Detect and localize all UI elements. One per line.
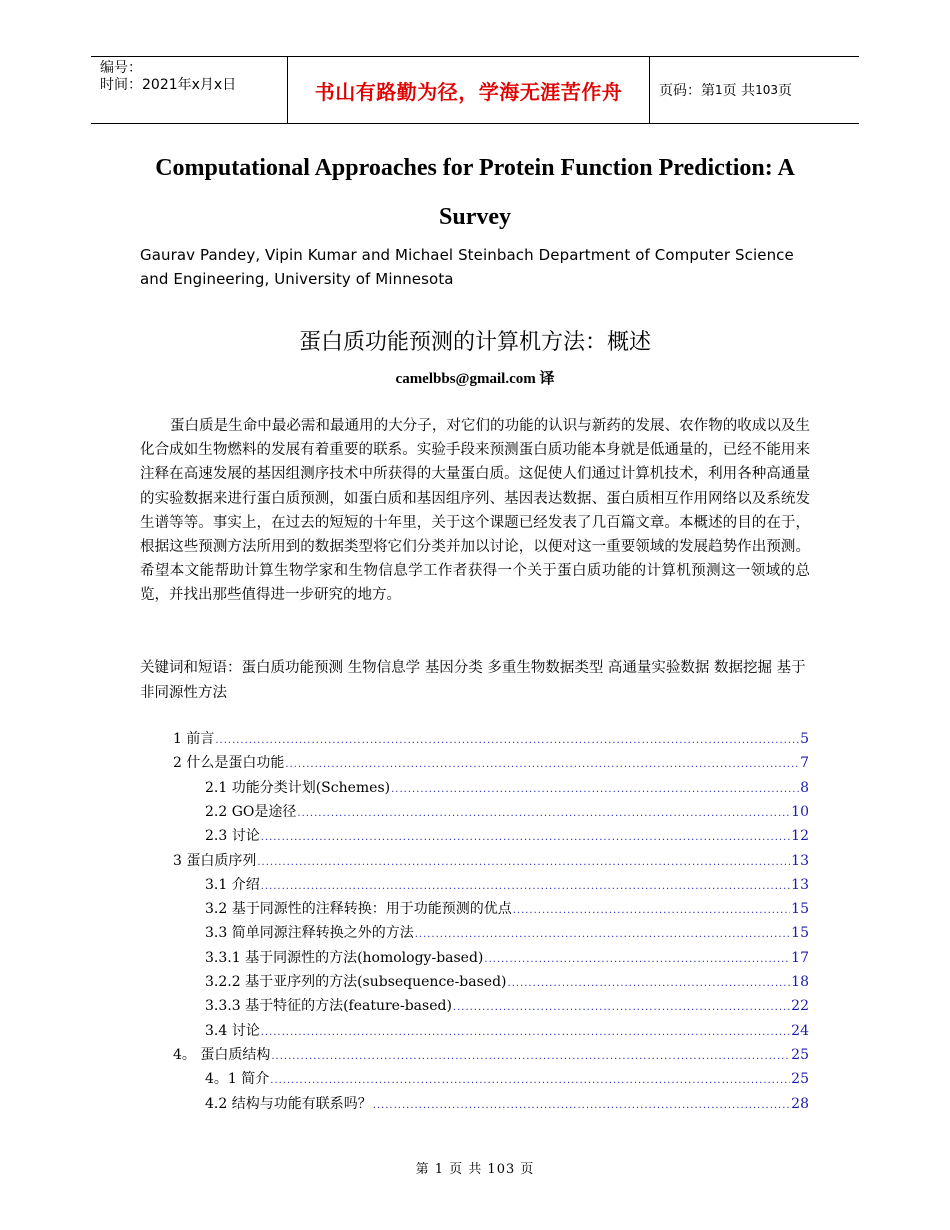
toc-leader: [257, 857, 790, 868]
toc-entry[interactable]: [205, 947, 809, 969]
toc-page: 10: [791, 803, 809, 820]
toc-label: 2 什么是蛋白功能: [173, 755, 285, 772]
toc-entry[interactable]: [205, 922, 809, 944]
toc-page: 15: [791, 901, 809, 918]
toc-label: 3.2 基于同源性的注释转换：用于功能预测的优点: [205, 901, 512, 918]
toc-label: 2.3 讨论: [205, 828, 260, 845]
number-label: 编号：: [100, 60, 142, 76]
document-header: [91, 56, 859, 124]
toc-leader: [215, 735, 799, 746]
header-meta: [91, 57, 287, 123]
toc-entry[interactable]: [205, 995, 809, 1017]
toc-label: 4。 蛋白质结构: [173, 1046, 271, 1063]
header-motto: 书山有路勤为径，学海无涯苦作舟: [287, 57, 650, 123]
toc-leader: [391, 784, 799, 795]
toc-leader: [373, 1100, 790, 1111]
page-prefix: 页码：第: [659, 83, 715, 99]
toc-page: 7: [800, 755, 809, 772]
page-footer: 第 1 页 共 103 页: [415, 1162, 535, 1177]
toc-page: 24: [791, 1022, 809, 1039]
toc-leader: [271, 1051, 790, 1062]
page-suffix: 页: [778, 83, 792, 99]
toc-entry[interactable]: [173, 752, 809, 774]
toc-leader: [453, 1002, 790, 1013]
toc-page: 22: [791, 998, 809, 1015]
toc-page: 13: [791, 876, 809, 893]
toc-entry[interactable]: [205, 1020, 809, 1042]
toc-label: 3.4 讨论: [205, 1022, 260, 1039]
toc-leader: [415, 929, 790, 940]
toc-label: 4。1 简介: [205, 1071, 270, 1088]
toc-label: 3.3.3 基于特征的方法(feature-based): [205, 998, 452, 1015]
toc-entry[interactable]: [173, 1044, 809, 1066]
toc-entry[interactable]: [205, 801, 809, 823]
toc-label: 3.1 介绍: [205, 876, 260, 893]
page-total: 103: [755, 83, 778, 97]
toc-page: 18: [791, 974, 809, 990]
toc-entry[interactable]: [205, 971, 809, 993]
authors: Gaurav Pandey, Vipin Kumar and Michael Steinbach Department of Computer Science and Engineering, University of Minnesota: [140, 246, 794, 288]
page-mid: 页 共: [722, 83, 756, 99]
toc-label: 2.2 GO是途径: [205, 803, 297, 820]
toc-leader: [513, 905, 790, 916]
toc-label: 2.1 功能分类计划(Schemes): [205, 779, 391, 796]
toc-label: 3.2.2 基于亚序列的方法(subsequence-based): [205, 974, 507, 990]
toc-page: 15: [791, 925, 809, 942]
toc-page: 13: [791, 852, 809, 869]
toc-leader: [484, 954, 790, 965]
toc-leader: [508, 978, 791, 989]
toc-page: 8: [800, 779, 809, 796]
page-number: 1: [715, 83, 723, 97]
toc-page: 17: [791, 949, 809, 966]
toc-leader: [261, 832, 790, 843]
abstract: 蛋白质是生命中最必需和最通用的大分子，对它们的功能的认识与新药的发展、农作物的收成以及生化合成如生物燃料的发展有着重要的联系。实验手段来预测蛋白质功能本身就是低通量的，已经不能用来注释在高速发展的基因组测序技术中所获得的大量蛋白质。这促使人们通过计算机技术，利用各种高通量的实验数据来进行蛋白质预测，如蛋白质和基因组序列、基因表达数据、蛋白质相互作用网络以及系统发生谱等等。事实上，在过去的短短的十年里，关于这个课题已经发表了几百篇文章。本概述的目的在于，根据这些预测方法所用到的数据类型将它们分类并加以讨论，以便对这一重要领域的发展趋势作出预测。希望本文能帮助计算生物学家和生物信息学工作者获得一个关于蛋白质功能的计算机预测这一领域的总览，并找出那些值得进一步研究的地方。: [140, 418, 810, 604]
toc-page: 25: [791, 1071, 809, 1088]
toc-page: 25: [791, 1046, 809, 1063]
toc-entry[interactable]: [205, 874, 809, 896]
toc-leader: [297, 808, 790, 819]
toc-page: 28: [791, 1095, 809, 1112]
toc-leader: [285, 759, 799, 770]
toc-entry[interactable]: [205, 777, 809, 799]
title-line-1: Computational Approaches for Protein Function Prediction: A: [155, 155, 795, 181]
toc-entry[interactable]: [205, 1093, 809, 1115]
toc-page: 12: [791, 828, 809, 845]
toc-entry[interactable]: [173, 728, 809, 750]
title-line-2: Survey: [439, 204, 511, 230]
translator-credit: camelbbs@gmail.com 译: [395, 371, 555, 387]
toc-label: 4.2 结构与功能有联系吗？: [205, 1095, 372, 1112]
toc-entry[interactable]: [205, 825, 809, 847]
toc-leader: [270, 1075, 790, 1086]
toc-label: 3.3.1 基于同源性的方法(homology-based): [205, 949, 484, 966]
keywords: 关键词和短语：蛋白质功能预测 生物信息学 基因分类 多重生物数据类型 高通量实验数据 数据挖掘 基于非同源性方法: [140, 660, 806, 701]
toc-entry[interactable]: [205, 898, 809, 920]
chinese-title: 蛋白质功能预测的计算机方法：概述: [298, 330, 651, 355]
header-page-info: [650, 57, 859, 123]
toc-label: 3 蛋白质序列: [173, 852, 257, 869]
time-label: 时间：2021年x月x日: [100, 77, 237, 93]
toc-label: 1 前言: [173, 731, 215, 747]
toc-label: 3.3 简单同源注释转换之外的方法: [205, 925, 414, 942]
toc-leader: [261, 1027, 790, 1038]
toc-page: 5: [800, 731, 809, 747]
toc-entry[interactable]: [205, 1068, 809, 1090]
toc-leader: [261, 881, 790, 892]
toc-entry[interactable]: [173, 850, 809, 872]
